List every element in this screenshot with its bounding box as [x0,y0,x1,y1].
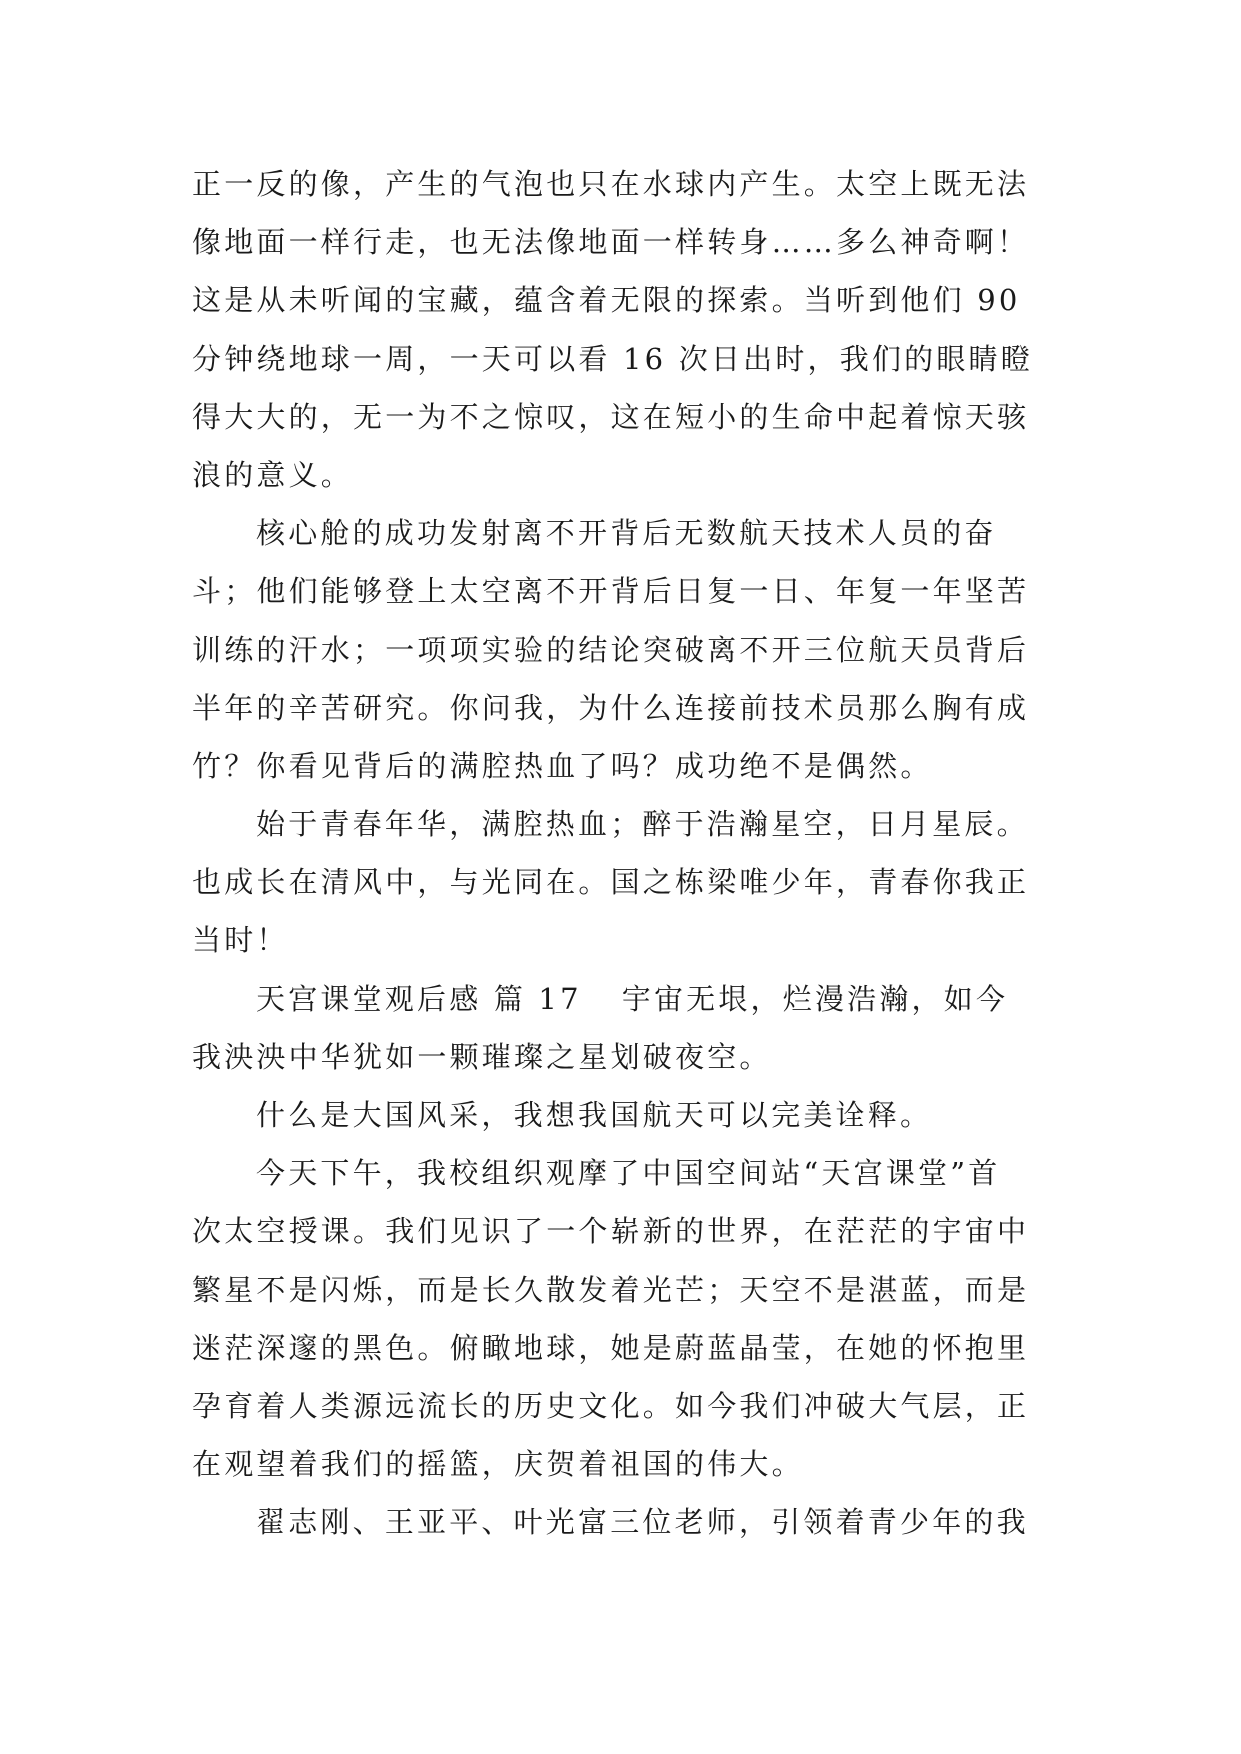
text-line: 迷茫深邃的黑色。俯瞰地球，她是蔚蓝晶莹，在她的怀抱里 [192,1330,1030,1365]
text-line: 孕育着人类源远流长的历史文化。如今我们冲破大气层，正 [192,1388,1030,1423]
text-line: 什么是大国风采，我想我国航天可以完美诠释。 [256,1098,933,1132]
text-line: 始于青春年华，满腔热血；醉于浩瀚星空，日月星辰。 [256,807,1029,842]
text-line: 像地面一样行走，也无法像地面一样转身……多么神奇啊！ [192,225,1030,260]
text-line: 核心舱的成功发射离不开背后无数航天技术人员的奋 [256,516,997,551]
text-line: 正一反的像，产生的气泡也只在水球内产生。太空上既无法 [192,167,1030,201]
text-line: 训练的汗水；一项项实验的结论突破离不开三位航天员背后 [192,632,1030,667]
text-line: 浪的意义。 [192,457,354,492]
text-line: 我泱泱中华犹如一颗璀璨之星划破夜空。 [192,1039,772,1074]
text-line: 也成长在清风中，与光同在。国之栋梁唯少年，青春你我正 [192,865,1030,900]
body-text [192,155,1058,1552]
text-line: 次太空授课。我们见识了一个崭新的世界，在茫茫的宇宙中 [192,1214,1030,1249]
text-line: 今天下午，我校组织观摩了中国空间站“天宫课堂”首 [256,1156,1001,1191]
text-line: 翟志刚、王亚平、叶光富三位老师，引领着青少年的我 [256,1505,1029,1540]
text-line: 宇宙无垠，烂漫浩瀚，如今 [621,981,1009,1016]
text-line: 繁星不是闪烁，而是长久散发着光芒；天空不是湛蓝，而是 [192,1272,1030,1307]
text-line: 竹？你看见背后的满腔热血了吗？成功绝不是偶然。 [192,748,933,783]
text-line: 分钟绕地球一周，一天可以看 16 次日出时，我们的眼睛瞪 [192,341,1033,376]
text-line: 半年的辛苦研究。你问我，为什么连接前技术员那么胸有成 [192,690,1030,725]
text-line: 这是从未听闻的宝藏，蕴含着无限的探索。当听到他们 90 [192,283,1021,318]
essay-heading: 天宫课堂观后感 篇 17 [256,981,582,1016]
essay-heading-line [192,970,1058,1028]
text-line: 当时！ [192,923,289,958]
text-line: 在观望着我们的摇篮，庆贺着祖国的伟大。 [192,1447,804,1482]
text-line: 得大大的，无一为不之惊叹，这在短小的生命中起着惊天骇 [192,399,1030,434]
text-line: 斗；他们能够登上太空离不开背后日复一日、年复一年坚苦 [192,574,1030,609]
